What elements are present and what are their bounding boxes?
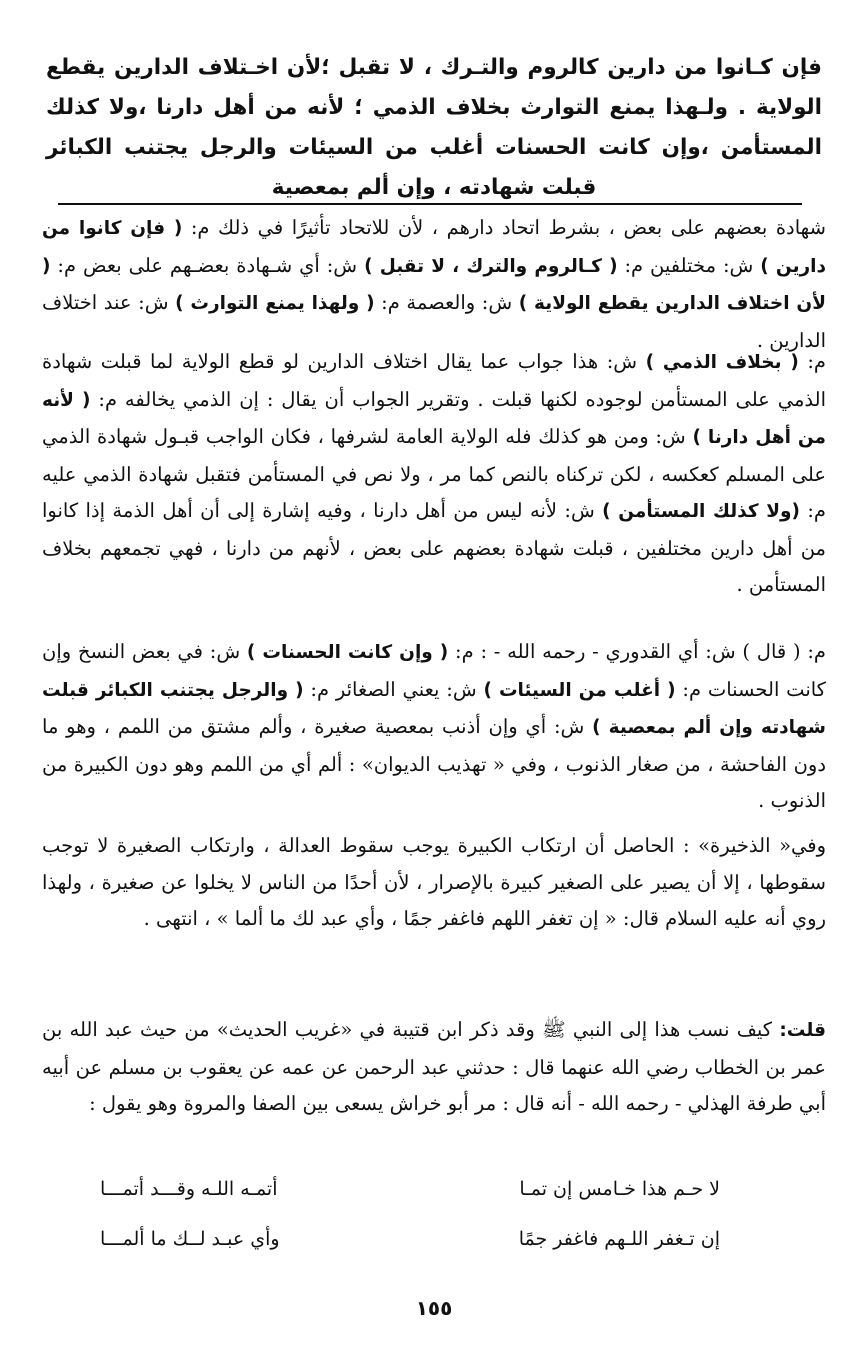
text-run: ش: أي شـهادة بعضـهم على بعض م: [50,253,365,277]
quoted-matn: (ولا كذلك المستأمن ) [602,501,800,522]
text-run: م: ( قال ) ش: أي القدوري - رحمه الله - : م: [448,640,827,663]
quoted-matn: ( لأنه من أهل دارنا ) [42,389,826,448]
quoted-matn: ( والرجل يجتنب الكبائر قبلت شهادته وإن ألم بمعصية ) [42,679,826,738]
quoted-matn: ( بخلاف الذمي ) [645,352,799,373]
quoted-matn: ( ولهذا يمنع التوارث ) [175,293,375,314]
commentary-paragraph-5 [42,1012,826,1123]
matn-text: فإن كـانوا من دارين كالروم والتـرك ، لا تقبل ؛لأن اخـتلاف الدارين يقطع الولاية . ولـهذا يمنع التوارث بخلاف الذمي ؛ لأنه من أهل دارنا ،ولا كذلك المستأمن ،وإن كانت الحسنات أغلب من السيئات والرجل يجتنب الكبائر قبلت شهادته ، وإن ألم بمعصية [46,55,822,200]
text-run: شهادة بعضهم على بعض ، بشرط اتحاد دارهم ، لأن للاتحاد تأثيرًا في ذلك م: [182,216,826,239]
text-run: ش: في بعض النسخ وإن كانت الحسنات م: [42,640,826,701]
verse-first-hemistich: إن تـغفر اللـهم فاغفر جمًا [518,1228,720,1250]
poem-verse-1 [100,1178,720,1200]
text-run: ش: أي وإن أذنب بمعصية صغيرة ، وألم مشتق من اللمم ، وهو ما دون الفاحشة ، من صغار الذنوب ، وفي « تهذيب الديوان» : ألم أي من اللمم وهو دون الكبيرة من الذنوب . [42,715,826,812]
text-run: ش: ومن هو كذلك فله الولاية العامة لشرفها ، فكان الواجب قبـول شهادة الذمي على المسلم كعكسه ، لكن تركناه بالنص كما مر ، ولا نص في المستأمن فتقبل شهادة الذمي عليه م: [42,425,826,522]
text-run: ش: والعصمة م: [374,291,519,314]
text-run: ش: لأنه ليس من أهل دارنا ، وفيه إشارة إلى أن أهل الذمة إذا كانوا من أهل دارين مختلفين ، قبلت شهادة بعضهم على بعض ، لأنهم من دارنا ، فهي تجمعهم بخلاف المستأمن . [42,499,826,596]
text-run: م: [798,350,826,373]
quoted-matn: ( كـالروم والترك ، لا تقبل ) [364,255,618,277]
verse-first-hemistich: لا حـم هذا خـامس إن تمـا [519,1178,720,1200]
poem-verse-2 [100,1228,720,1250]
commentary-paragraph-4: وفي« الذخيرة» : الحاصل أن ارتكاب الكبيرة يوجب سقوط العدالة ، وارتكاب الصغيرة لا توجب سقوطها ، إلا أن يصير على الصغير كبيرة بالإصرار ، لأن أحدًا من الناس لا يخلوا عن صغيرة ، ولهذا روي أنه عليه السلام قال: « إن تغفر اللهم فاغفر جمًا ، وأي عبد لك ما ألما » ، انتهى . [42,834,826,930]
quoted-matn: ( وإن كانت الحسنات ) [246,642,449,663]
verse-second-hemistich: وأي عبـد لــك ما ألمـــا [100,1228,280,1250]
commentary-paragraph-1 [42,210,826,359]
text-run: ش: مختلفين م: [617,253,761,277]
commentary-paragraph-3 [42,634,826,820]
divider-line [58,203,802,205]
commentary-paragraph-2 [42,344,826,604]
qultu-label: قلت: [779,1020,826,1041]
quoted-matn: ( فإن كانوا من دارين ) [42,218,826,277]
quoted-matn: ( أغلب من السيئات ) [483,679,676,701]
text-run: ش: عند اختلاف الدارين . [42,291,826,352]
text-run: كيف نسب هذا إلى النبي ﷺ وقد ذكر ابن قتيبة في «غريب الحديث» من حيث عبد الله بن عمر بن الخطاب رضي الله عنهما قال : حدثني عبد الرحمن عن عمه عن يعقوب بن مسلم عن أبيه أبي طرفة الهذلي - رحمه الله - أنه قال : مر أبو خراش يسعى بين الصفا والمروة وهو يقول : [42,1018,826,1115]
page-number: ١٥٥ [415,1296,453,1320]
text-run: ش: هذا جواب عما يقال اختلاف الدارين لو قطع الولاية لما قبلت شهادة الذمي على المستأمن لوجوده لكنها قبلت . وتقرير الجواب أن يقال : إن الذمي يخالفه م: [42,350,826,411]
verse-second-hemistich: أتمـه اللـه وقـــد أتمـــا [100,1178,278,1200]
quoted-matn: ( لأن اختلاف الدارين يقطع الولاية ) [42,255,826,314]
text-run: ش: يعني الصغائر م: [303,677,484,701]
